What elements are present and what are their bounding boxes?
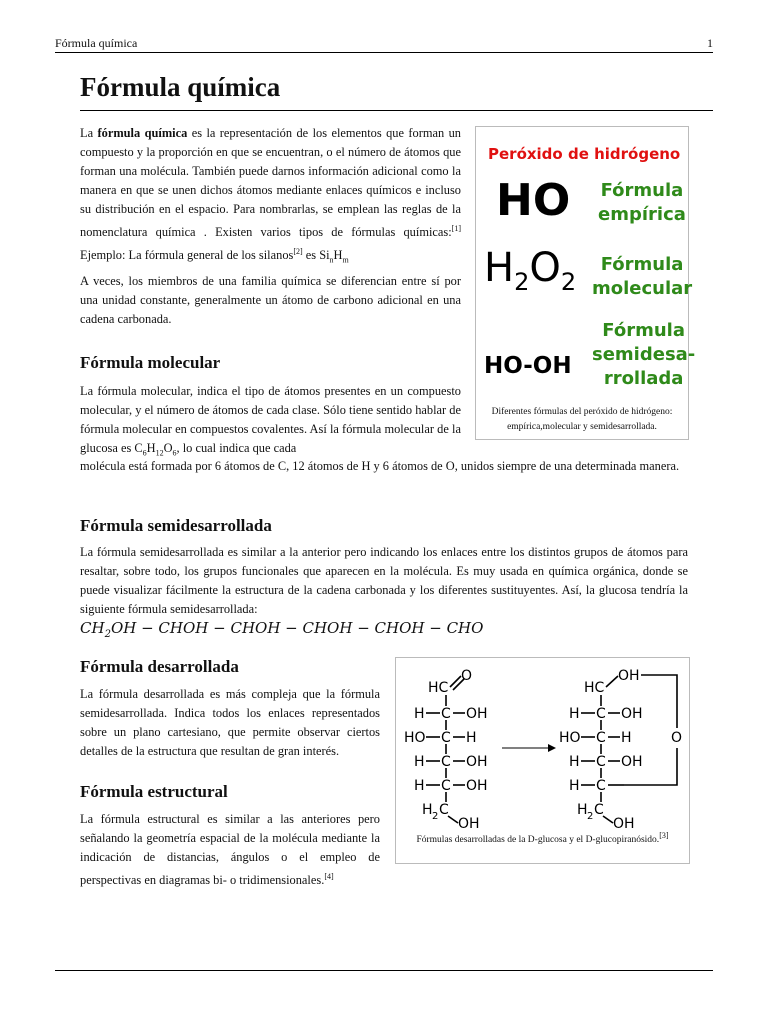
right-row2-r: H bbox=[621, 730, 632, 746]
left-h2c-2: 2 bbox=[432, 811, 439, 822]
left-row2-l: HO bbox=[404, 730, 426, 746]
right-row1-c: C bbox=[596, 706, 606, 722]
figure-glucose-caption: Fórmulas desarrolladas de la D-glucosa y el D-glucopiranósido.[3] bbox=[416, 831, 669, 846]
empirical-formula: HO bbox=[496, 175, 571, 226]
right-top-oh: OH bbox=[618, 668, 640, 684]
right-row3-r: OH bbox=[621, 754, 643, 770]
figure-glucose bbox=[395, 657, 690, 864]
right-row2-l: HO bbox=[559, 730, 581, 746]
semidesarrollada-label: Fórmula semidesa- rrollada bbox=[592, 320, 696, 389]
reference-1-link[interactable]: [1] bbox=[451, 224, 461, 233]
left-row4-c: C bbox=[441, 778, 451, 794]
left-row3-c: C bbox=[441, 754, 451, 770]
page-number: 1 bbox=[707, 36, 713, 50]
arrow-head bbox=[548, 744, 556, 752]
right-row2-c: C bbox=[596, 730, 606, 746]
semidesarrollada-paragraph: La fórmula semidesarrollada es similar a la anterior pero indicando los enlaces entre los distintos grupos de átomos para resaltar, sobre todo, los grupos funcionales que aparecen en la molécula. Es muy usada en química orgánica, donde se puede visualizar fácilmente la estructura de la cadena carbonada y los diferentes sustituyentes. Así, la glucosa tendría la siguiente fórmula semidesarrollada: bbox=[80, 545, 688, 616]
right-row3-l: H bbox=[569, 754, 580, 770]
running-header-title: Fórmula química bbox=[55, 36, 138, 50]
bold-term: fórmula química bbox=[97, 126, 188, 140]
page-title: Fórmula química bbox=[80, 72, 281, 102]
left-row1-l: H bbox=[414, 706, 425, 722]
estructural-section bbox=[80, 810, 380, 890]
semidesarrollada-formula: HO-OH bbox=[484, 353, 572, 379]
right-ring-o: O bbox=[671, 730, 683, 746]
right-bottom-oh: OH bbox=[613, 816, 635, 832]
right-row4-l: H bbox=[569, 778, 580, 794]
footer-rule bbox=[55, 970, 713, 971]
left-top-o: O bbox=[461, 668, 473, 684]
left-row2-r: H bbox=[466, 730, 477, 746]
intro-paragraph-2: A veces, los miembros de una familia química se diferencian entre sí por una unidad constante, generalmente un átomo de carbono adicional en una cadena carbonada. bbox=[80, 273, 461, 326]
figure-caption: Diferentes fórmulas del peróxido de hidrógeno: empírica,molecular y semidesarrollada. bbox=[491, 407, 673, 432]
molecular-label: Fórmula molecular bbox=[592, 254, 693, 299]
right-row4-c: C bbox=[596, 778, 606, 794]
left-top-hc: HC bbox=[428, 680, 449, 696]
reference-4-link[interactable]: [4] bbox=[324, 872, 334, 881]
right-row3-c: C bbox=[596, 754, 606, 770]
left-h2c-h: H bbox=[422, 802, 433, 818]
intro-paragraph-1: La fórmula química es la representación de los elementos que forman un compuesto y la proporción en que se encuentran, o el número de átomos que forman una molécula. También puede darnos información adicional como la manera en que se unen dichos átomos mediante enlaces químicos e incluso su distribución en el espacio. Para nombrarlas, se emplean las reglas de la nomenclatura química . Existen varios tipos de fórmulas químicas:[1] Ejemplo: La fórmula general de los silanos[2] es $Si_nH_m$ bbox=[80, 126, 462, 265]
left-row1-c: C bbox=[441, 706, 451, 722]
reference-3-link[interactable]: [3] bbox=[659, 831, 669, 840]
estructural-paragraph: La fórmula estructural es similar a las anteriores pero señalando la geometría espacial de la molécula mediante la indicación de distancias, ángulos o el empleo de perspectivas en diagramas bi- o tridimensionales.[4] bbox=[80, 812, 380, 888]
molecular-paragraph bbox=[80, 382, 461, 462]
title-rule bbox=[80, 110, 713, 111]
right-h2c-c: C bbox=[594, 802, 604, 818]
section-heading-desarrollada: Fórmula desarrollada bbox=[80, 657, 239, 676]
right-row1-r: OH bbox=[621, 706, 643, 722]
intro-section bbox=[80, 124, 461, 329]
left-row3-r: OH bbox=[466, 754, 488, 770]
right-h2c-h: H bbox=[577, 802, 588, 818]
left-bottom-oh: OH bbox=[458, 816, 480, 832]
section-heading-estructural: Fórmula estructural bbox=[80, 782, 228, 801]
right-h2c-2: 2 bbox=[587, 811, 594, 822]
section-heading-semidesarrollada: Fórmula semidesarrollada bbox=[80, 516, 272, 535]
right-top-hc: HC bbox=[584, 680, 605, 696]
left-row4-l: H bbox=[414, 778, 425, 794]
reference-2-link[interactable]: [2] bbox=[293, 247, 303, 257]
molecular-paragraph-text: La fórmula molecular, indica el tipo de átomos presentes en un compuesto molecular, y el número de átomos de cada clase. Sólo tiene sentido hablar de fórmula molecular en compuestos covalentes. Así la fórmula molecular de la glucosa es $C_6H_{12}O_6$, lo cual indica que cada bbox=[80, 384, 461, 458]
molecular-paragraph-continued: molécula está formada por 6 átomos de C, 12 átomos de H y 6 átomos de O, unidos siempre de una determinada manera. bbox=[80, 459, 680, 473]
figure-peroxide bbox=[475, 126, 696, 440]
right-row1-l: H bbox=[569, 706, 580, 722]
glucose-semidesarrollada-formula: $CH_2OH$ − CHOH − CHOH − CHOH − CHOH − CHO bbox=[80, 619, 484, 640]
left-row4-r: OH bbox=[466, 778, 488, 794]
figure-heading: Peróxido de hidrógeno bbox=[488, 145, 681, 163]
left-h2c-c: C bbox=[439, 802, 449, 818]
left-row3-l: H bbox=[414, 754, 425, 770]
molecular-formula: $H_2O_2$ bbox=[484, 245, 577, 296]
header-rule bbox=[55, 52, 713, 53]
empirical-label: Fórmula empírica bbox=[598, 180, 686, 225]
left-row2-c: C bbox=[441, 730, 451, 746]
section-heading-molecular: Fórmula molecular bbox=[80, 353, 221, 372]
left-row1-r: OH bbox=[466, 706, 488, 722]
desarrollada-paragraph: La fórmula desarrollada es más compleja que la fórmula semidesarrollada. Indica todos los enlaces representados sobre un plano cartesiano, que permite observar ciertos detalles de la estructura que resultan de gran interés. bbox=[80, 687, 380, 758]
